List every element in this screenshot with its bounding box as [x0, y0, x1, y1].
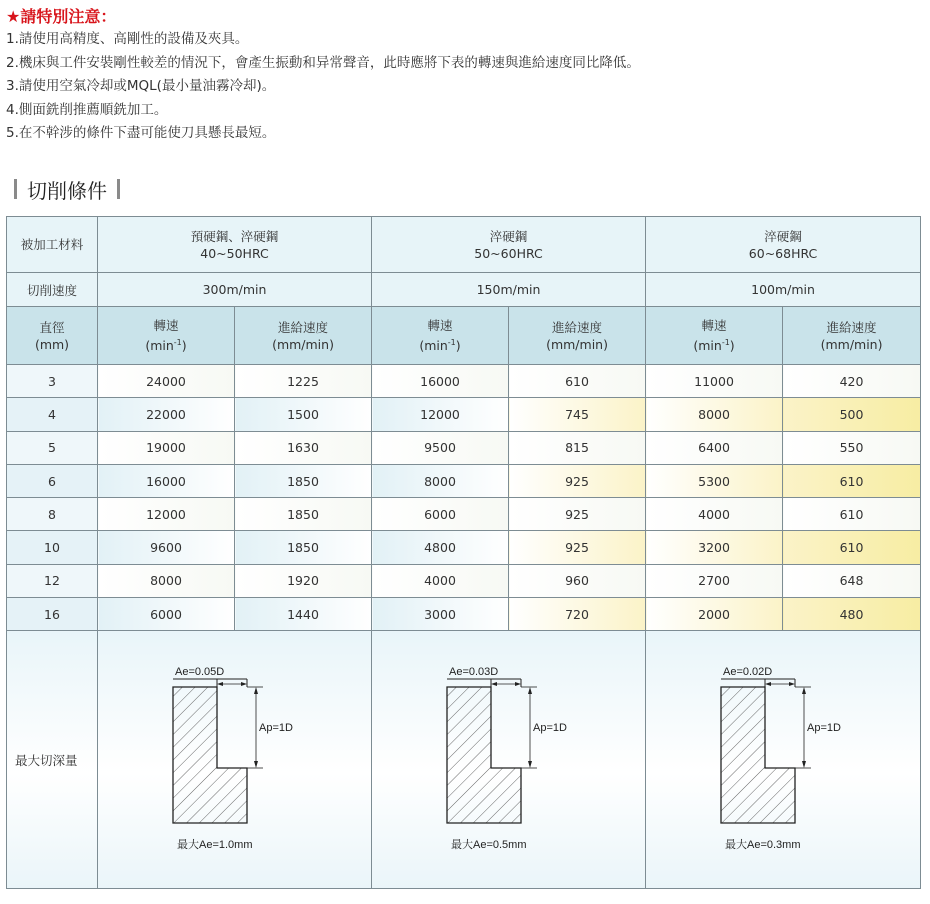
table-row [7, 464, 921, 497]
rpm-cell: 5300 [646, 464, 783, 497]
notice-line-5: 5.在不幹涉的條件下盡可能使刀具懸長最短。 [6, 125, 276, 142]
rpm-cell: 6000 [98, 598, 235, 631]
section-title: 切削條件 [27, 178, 107, 203]
feed-cell: 1920 [235, 564, 372, 597]
rpm-cell: 12000 [98, 498, 235, 531]
col-diameter-unit: (mm) [34, 336, 70, 352]
speed-value: 150m/min [372, 273, 646, 307]
material-label: 被加工材料 [7, 217, 98, 273]
feed-cell: 1500 [235, 398, 372, 431]
material-name: 淬硬鋼 [489, 228, 528, 244]
diameter-cell: 12 [7, 564, 98, 597]
col-feed-unit: (mm/min) [272, 336, 334, 352]
rpm-cell: 12000 [372, 398, 509, 431]
col-header-feed [783, 307, 921, 365]
rpm-unit-text: (min [693, 338, 722, 354]
rpm-cell: 2700 [646, 564, 783, 597]
feed-cell: 1850 [235, 531, 372, 564]
table-row [7, 365, 921, 398]
col-feed-label: 進給速度 [552, 319, 603, 335]
feed-cell: 1630 [235, 431, 372, 464]
ae-label: Ae=0.05D [174, 665, 224, 678]
rpm-cell: 11000 [646, 365, 783, 398]
depth-diagram-1 [98, 631, 372, 889]
diameter-cell: 16 [7, 598, 98, 631]
feed-cell: 648 [783, 564, 921, 597]
rpm-unit-text: (min [145, 338, 174, 354]
section-heading [14, 174, 120, 204]
table-row [7, 564, 921, 597]
notice-block [6, 6, 640, 146]
feed-cell: 925 [509, 531, 646, 564]
ae-label: Ae=0.02D [723, 665, 773, 678]
speed-value: 100m/min [646, 273, 921, 307]
max-ae-label: 最大Ae=0.5mm [450, 838, 527, 851]
feed-cell: 500 [783, 398, 921, 431]
notice-title: ★請特別注意： [6, 7, 117, 26]
feed-cell: 610 [783, 531, 921, 564]
max-ae-label: 最大Ae=1.0mm [176, 838, 252, 851]
col-header-rpm [646, 307, 783, 365]
table-row [7, 398, 921, 431]
feed-cell: 610 [783, 464, 921, 497]
depth-diagram-2 [372, 631, 646, 889]
rpm-unit-close: ) [455, 338, 461, 354]
col-header-rpm [98, 307, 235, 365]
rpm-cell: 3000 [372, 598, 509, 631]
ap-label: Ap=1D [532, 721, 567, 734]
col-rpm-label: 轉速 [153, 317, 179, 333]
rpm-cell: 4000 [646, 498, 783, 531]
diameter-cell: 5 [7, 431, 98, 464]
rpm-cell: 9500 [372, 431, 509, 464]
rpm-cell: 6000 [372, 498, 509, 531]
col-feed-label: 進給速度 [278, 319, 329, 335]
material-name: 預硬鋼、淬硬鋼 [190, 228, 279, 244]
rpm-cell: 8000 [98, 564, 235, 597]
diameter-cell: 4 [7, 398, 98, 431]
feed-cell: 1850 [235, 498, 372, 531]
col-diameter-label: 直徑 [39, 319, 65, 335]
col-feed-unit: (mm/min) [546, 336, 608, 352]
notice-line-2: 2.機床與工件安裝剛性較差的情況下，會產生振動和异常聲音，此時應將下表的轉速與進給速度同比降低。 [6, 54, 640, 71]
material-hardness: 60~68HRC [748, 245, 818, 261]
table-row [7, 498, 921, 531]
col-header-feed [509, 307, 646, 365]
depth-diagram-svg [135, 645, 335, 875]
feed-cell: 925 [509, 464, 646, 497]
rpm-unit-sup: -1 [721, 337, 730, 347]
feed-cell: 925 [509, 498, 646, 531]
depth-diagram-3 [646, 631, 921, 889]
heading-bar-left [14, 179, 17, 199]
ae-label: Ae=0.03D [448, 665, 498, 678]
feed-cell: 1440 [235, 598, 372, 631]
rpm-cell: 9600 [98, 531, 235, 564]
feed-cell: 480 [783, 598, 921, 631]
rpm-unit-close: ) [181, 338, 187, 354]
cutting-speed-row [7, 273, 921, 307]
rpm-cell: 8000 [372, 464, 509, 497]
col-feed-label: 進給速度 [826, 319, 877, 335]
rpm-cell: 24000 [98, 365, 235, 398]
feed-cell: 745 [509, 398, 646, 431]
material-group-2 [372, 217, 646, 273]
table-row [7, 531, 921, 564]
table-row [7, 598, 921, 631]
feed-cell: 960 [509, 564, 646, 597]
ap-label: Ap=1D [807, 721, 841, 734]
col-header-feed [235, 307, 372, 365]
rpm-cell: 16000 [98, 464, 235, 497]
col-rpm-label: 轉速 [427, 317, 453, 333]
rpm-cell: 22000 [98, 398, 235, 431]
feed-cell: 550 [783, 431, 921, 464]
speed-label: 切削速度 [7, 273, 98, 307]
rpm-unit-close: ) [729, 338, 735, 354]
ap-label: Ap=1D [258, 721, 293, 734]
feed-cell: 420 [783, 365, 921, 398]
feed-cell: 720 [509, 598, 646, 631]
feed-cell: 1225 [235, 365, 372, 398]
diameter-cell: 3 [7, 365, 98, 398]
notice-line-3: 3.請使用空氣冷却或MQL(最小量油霧冷却)。 [6, 78, 276, 95]
diameter-cell: 6 [7, 464, 98, 497]
max-ae-label: 最大Ae=0.3mm [725, 838, 801, 851]
diameter-cell: 8 [7, 498, 98, 531]
feed-cell: 610 [783, 498, 921, 531]
notice-line-4: 4.側面銑削推薦順銑加工。 [6, 101, 168, 118]
material-name: 淬硬鋼 [764, 228, 802, 244]
col-header-rpm [372, 307, 509, 365]
feed-cell: 815 [509, 431, 646, 464]
diameter-cell: 10 [7, 531, 98, 564]
rpm-unit-text: (min [419, 338, 448, 354]
col-rpm-unit [646, 334, 782, 354]
rpm-cell: 19000 [98, 431, 235, 464]
material-row [7, 217, 921, 273]
material-group-3 [646, 217, 921, 273]
rpm-cell: 4000 [372, 564, 509, 597]
rpm-cell: 3200 [646, 531, 783, 564]
rpm-cell: 8000 [646, 398, 783, 431]
rpm-cell: 2000 [646, 598, 783, 631]
feed-cell: 1850 [235, 464, 372, 497]
depth-diagram-svg [409, 645, 609, 875]
depth-label: 最大切深量 [7, 631, 98, 889]
depth-diagram-svg [683, 645, 883, 875]
depth-row [7, 631, 921, 889]
material-group-1 [98, 217, 372, 273]
col-header-diameter [7, 307, 98, 365]
rpm-cell: 16000 [372, 365, 509, 398]
rpm-cell: 6400 [646, 431, 783, 464]
cutting-conditions-table [6, 216, 921, 889]
speed-value: 300m/min [98, 273, 372, 307]
table-row [7, 431, 921, 464]
material-hardness: 50~60HRC [474, 245, 543, 261]
col-feed-unit: (mm/min) [820, 336, 883, 352]
col-rpm-unit [372, 334, 508, 354]
column-header-row [7, 307, 921, 365]
material-hardness: 40~50HRC [200, 245, 269, 261]
notice-line-1: 1.請使用高精度、高剛性的設備及夾具。 [6, 31, 249, 47]
feed-cell: 610 [509, 365, 646, 398]
rpm-cell: 4800 [372, 531, 509, 564]
rpm-unit-sup: -1 [173, 337, 182, 347]
col-rpm-label: 轉速 [701, 317, 727, 333]
rpm-unit-sup: -1 [447, 337, 456, 347]
heading-bar-right [117, 179, 120, 199]
col-rpm-unit [98, 334, 234, 354]
